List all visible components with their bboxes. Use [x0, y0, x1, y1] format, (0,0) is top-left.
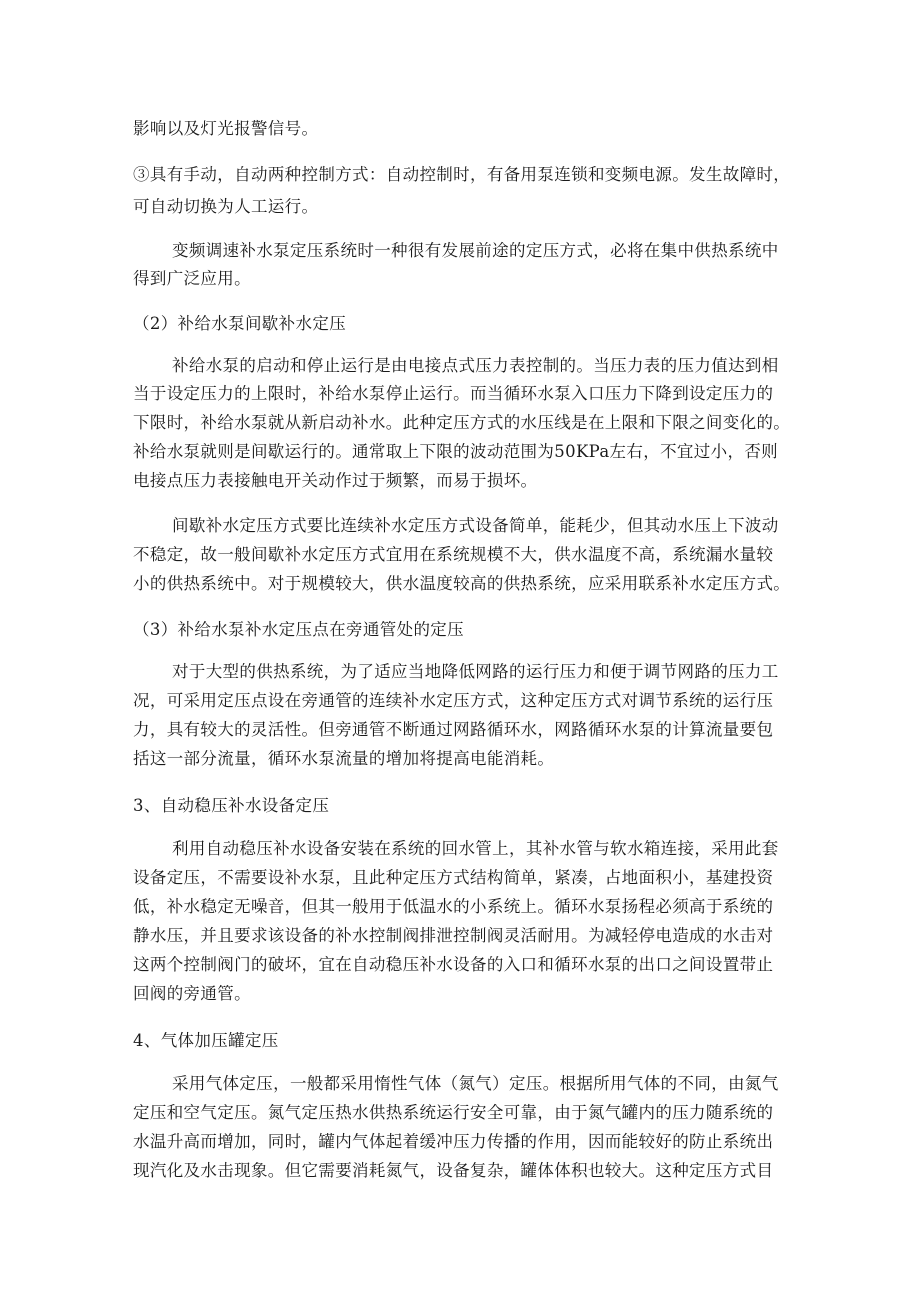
section-heading: （2）补给水泵间歇补水定压 [133, 314, 347, 333]
text-line: 静水压，并且要求该设备的补水控制阀排泄控制阀灵活耐用。为减轻停电造成的水击对 [133, 926, 774, 945]
text-line: 定压和空气定压。氮气定压热水供热系统运行安全可靠，由于氮气罐内的压力随系统的 [133, 1103, 774, 1122]
text-line: 当于设定压力的上限时，补给水泵停止运行。而当循环水泵入口压力下降到设定压力的 [133, 384, 774, 403]
text-line: 这两个控制阀门的破坏，宜在自动稳压补水设备的入口和循环水泵的出口之间设置带止 [133, 955, 774, 974]
text-line: 括这一部分流量，循环水泵流量的增加将提高电能消耗。 [133, 749, 555, 768]
section-heading: 4、气体加压罐定压 [133, 1031, 279, 1050]
paragraph-first-line: 采用气体定压，一般都采用惰性气体（氮气）定压。根据所用气体的不同，由氮气 [172, 1074, 779, 1093]
text-line: 水温升高而增加，同时，罐内气体起着缓冲压力传播的作用，因而能较好的防止系统出 [133, 1132, 774, 1151]
paragraph-first-line: 间歇补水定压方式要比连续补水定压方式设备简单，能耗少，但其动水压上下波动 [172, 516, 779, 535]
paragraph-first-line: 变频调速补水泵定压系统时一种很有发展前途的定压方式，必将在集中供热系统中 [172, 241, 779, 260]
text-line: ③具有手动，自动两种控制方式：自动控制时，有备用泵连锁和变频电源。发生故障时， [133, 165, 791, 184]
text-line: 设备定压，不需要设补水泵，且此种定压方式结构简单，紧凑，占地面积小，基建投资 [133, 868, 774, 887]
text-line: 况，可采用定压点设在旁通管的连续补水定压方式，这种定压方式对调节系统的运行压 [133, 691, 774, 710]
section-heading: 3、自动稳压补水设备定压 [133, 796, 330, 815]
text-line: 现汽化及水击现象。但它需要消耗氮气，设备复杂，罐体体积也较大。这种定压方式目 [133, 1161, 774, 1180]
text-line: 不稳定，故一般间歇补水定压方式宜用在系统规模不大，供水温度不高，系统漏水量较 [133, 545, 774, 564]
paragraph-first-line: 对于大型的供热系统，为了适应当地降低网路的运行压力和便于调节网路的压力工 [172, 662, 779, 681]
text-line: 电接点压力表接触电开关动作过于频繁，而易于损坏。 [133, 471, 538, 490]
text-line: 补给水泵就则是间歇运行的。通常取上下限的波动范围为50KPa左右，不宜过小，否则 [133, 442, 779, 461]
paragraph-first-line: 利用自动稳压补水设备安装在系统的回水管上，其补水管与软水箱连接，采用此套 [172, 839, 779, 858]
text-line: 低，补水稳定无噪音，但其一般用于低温水的小系统上。循环水泵扬程必须高于系统的 [133, 897, 774, 916]
paragraph-first-line: 补给水泵的启动和停止运行是由电接点式压力表控制的。当压力表的压力值达到相 [172, 356, 779, 375]
text-line: 影响以及灯光报警信号。 [133, 119, 319, 138]
text-line: 小的供热系统中。对于规模较大，供水温度较高的供热系统，应采用联系补水定压方式。 [133, 574, 791, 593]
text-line: 可自动切换为人工运行。 [133, 197, 319, 216]
text-line: 下限时，补给水泵就从新启动补水。此种定压方式的水压线是在上限和下限之间变化的。 [133, 413, 791, 432]
section-heading: （3）补给水泵补水定压点在旁通管处的定压 [133, 620, 464, 639]
text-line: 得到广泛应用。 [133, 269, 251, 288]
text-line: 回阀的旁通管。 [133, 984, 251, 1003]
text-line: 力，具有较大的灵活性。但旁通管不断通过网路循环水，网路循环水泵的计算流量要包 [133, 720, 774, 739]
